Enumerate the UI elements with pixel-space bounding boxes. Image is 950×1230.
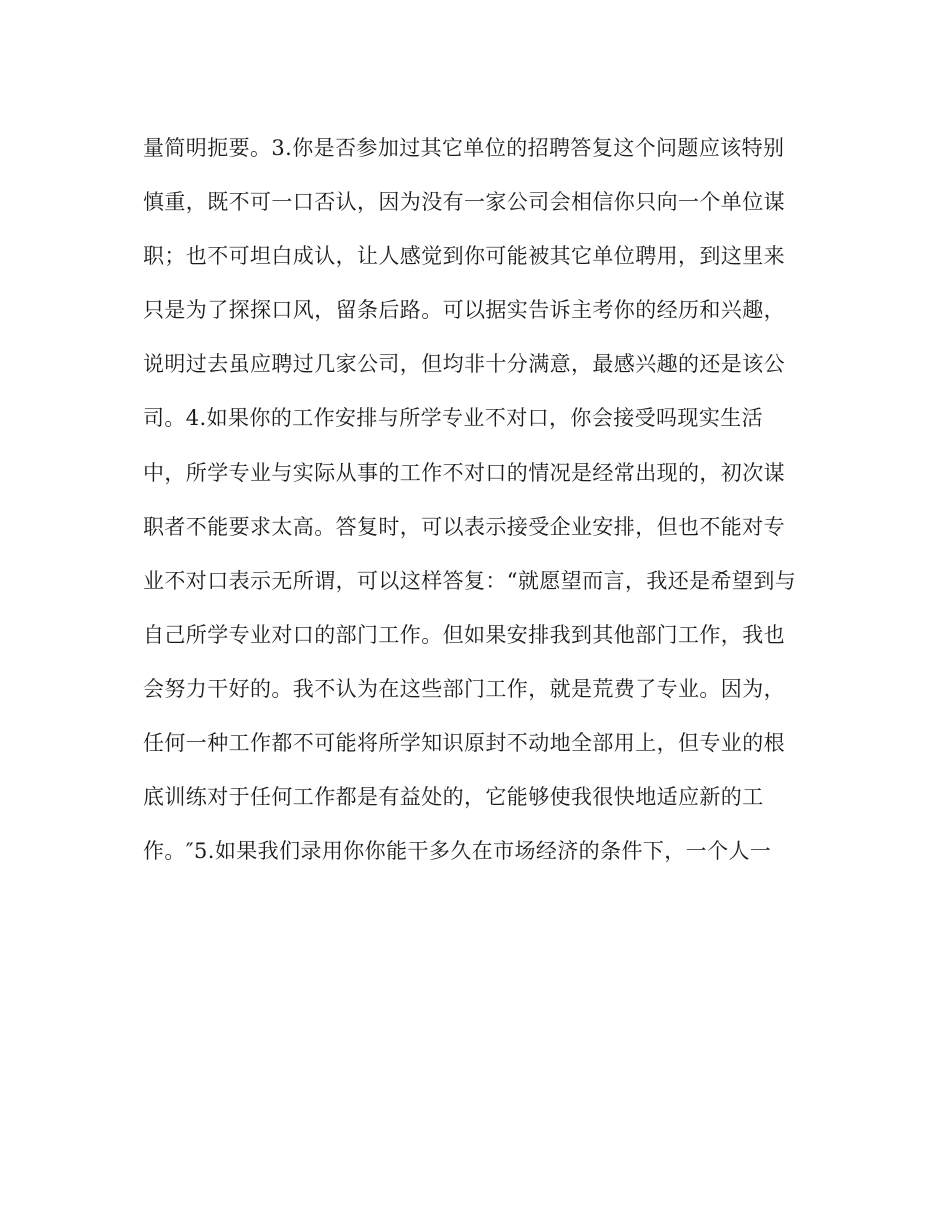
text-line: 职者不能要求太高。答复时，可以表示接受企业安排，但也不能对专 <box>143 514 785 539</box>
text-line: 只是为了探探口风，留条后路。可以据实告诉主考你的经历和兴趣， <box>143 298 785 323</box>
text-line: 自己所学专业对口的部门工作。但如果安排我到其他部门工作，我也 <box>143 622 785 647</box>
text-line: 司。4.如果你的工作安排与所学专业不对口，你会接受吗现实生活 <box>143 406 764 431</box>
text-line: 任何一种工作都不可能将所学知识原封不动地全部用上，但专业的根 <box>143 731 785 756</box>
text-line: 作。″5.如果我们录用你你能干多久在市场经济的条件下，一个人一 <box>143 839 772 864</box>
text-line: 量简明扼要。3.你是否参加过其它单位的招聘答复这个问题应该特别 <box>143 136 785 160</box>
text-line: 职；也不可坦白成认，让人感觉到你可能被其它单位聘用，到这里来 <box>143 244 785 269</box>
text-line: 说明过去虽应聘过几家公司，但均非十分满意，最感兴趣的还是该公 <box>143 352 785 377</box>
text-line: 底训练对于任何工作都是有益处的，它能够使我很快地适应新的工 <box>143 785 764 810</box>
text-line: 中，所学专业与实际从事的工作不对口的情况是经常出现的，初次谋 <box>143 460 785 485</box>
text-line: 业不对口表示无所谓，可以这样答复：“就愿望而言，我还是希望到与 <box>143 568 797 593</box>
text-line: 会努力干好的。我不认为在这些部门工作，就是荒费了专业。因为， <box>143 676 785 701</box>
text-line: 慎重，既不可一口否认，因为没有一家公司会相信你只向一个单位谋 <box>143 190 785 215</box>
body-text <box>143 121 823 878</box>
